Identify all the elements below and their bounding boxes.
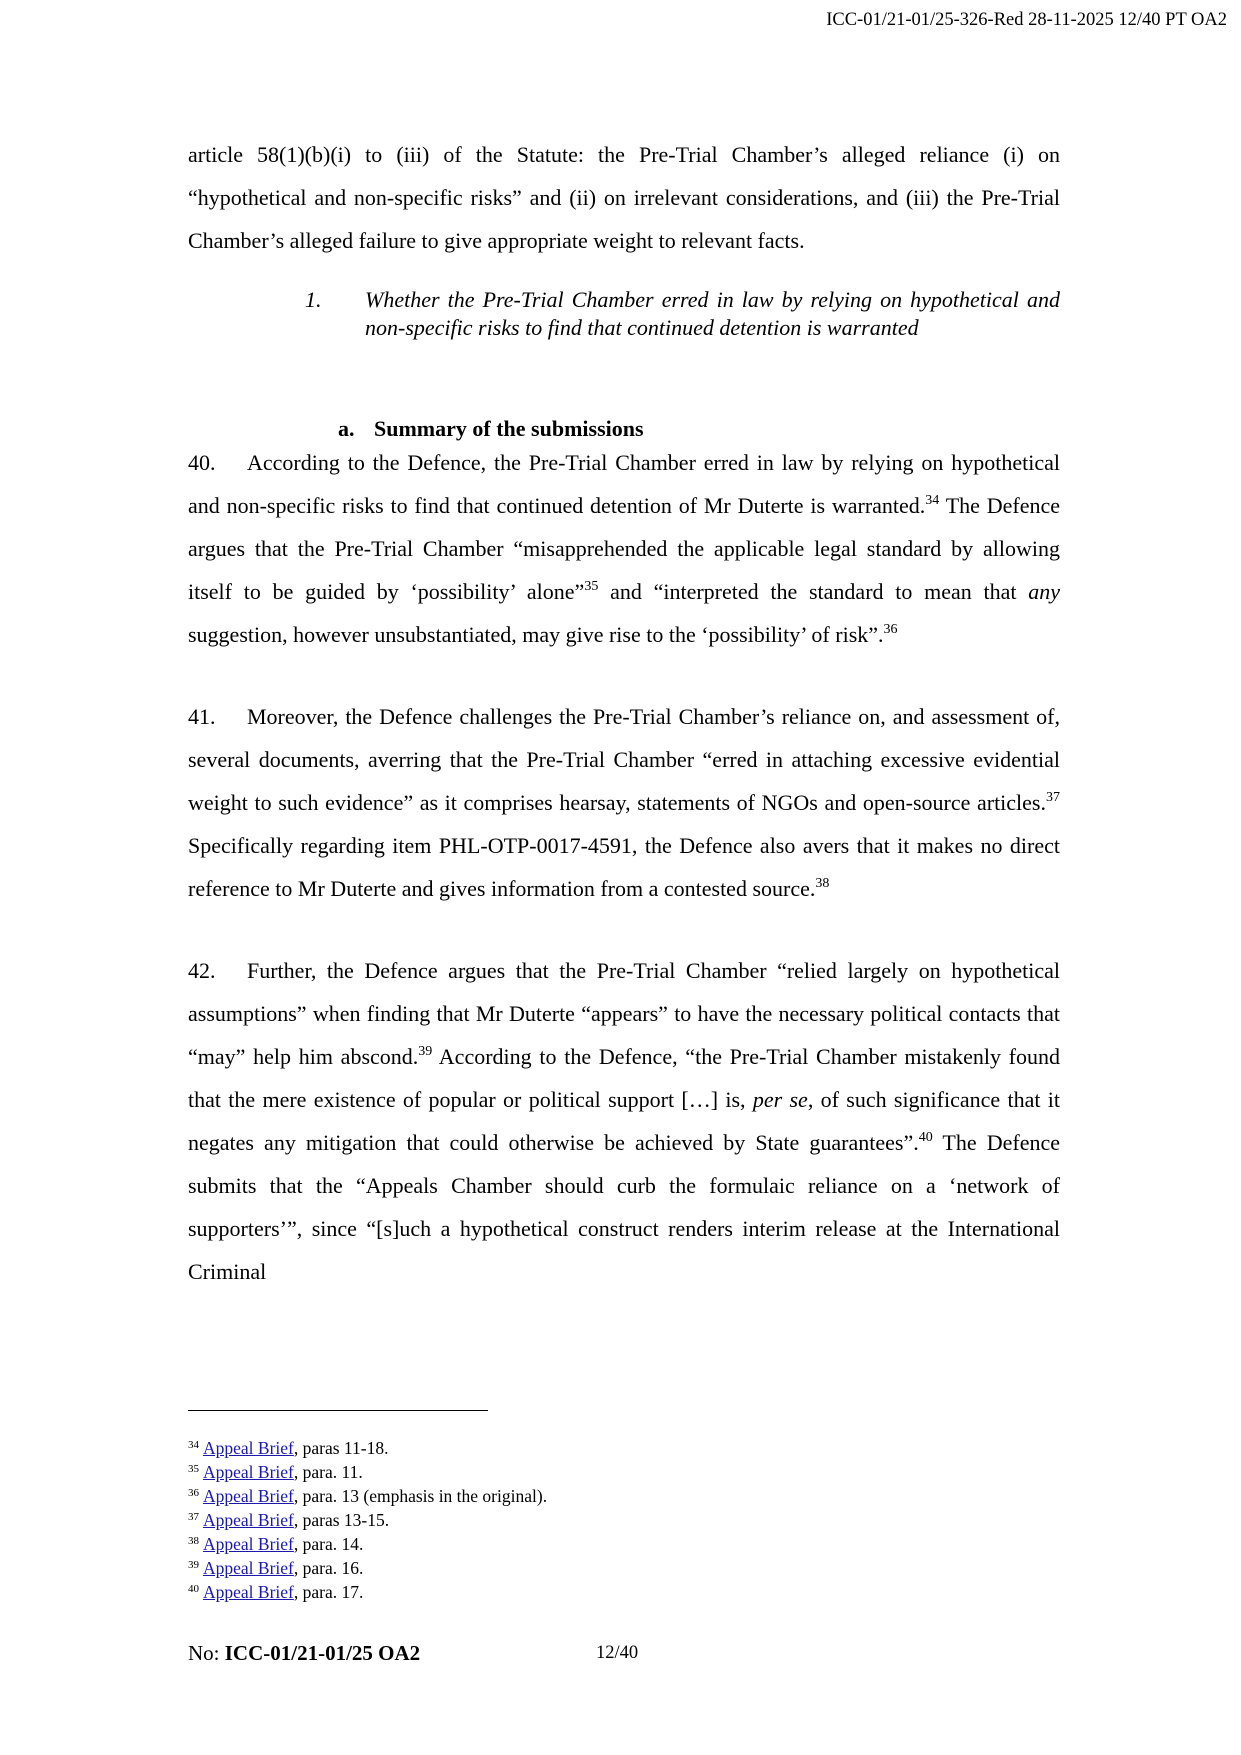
section-heading-number: 1.	[305, 287, 322, 312]
footnote	[188, 1436, 547, 1460]
footnote-reference[interactable]: 38	[815, 876, 830, 891]
footer-prefix: No:	[188, 1641, 225, 1665]
footnote-number: 36	[188, 1487, 199, 1499]
paragraph-text: According to the Defence, the Pre-Trial Chamber erred in law by relying on hypothetical and non-specific risks to find that continued detention of Mr Duterte is warranted.$^{34}$ The Defence argues that the Pre-Trial Chamber “misapprehended the applicable legal standard by allowing itself to be guided by ‘possibility’ alone”$^{35}$ and “interpreted the standard to mean that any suggestion, however unsubstantiated, may give rise to the ‘possibility’ of risk”.$^{36}$	[188, 450, 1061, 647]
section-heading-1	[305, 286, 1060, 342]
footnote-text: , para. 17.	[293, 1582, 364, 1602]
footnote-separator	[188, 1410, 488, 1411]
subsection-heading	[338, 416, 644, 442]
paragraph-42	[188, 949, 1060, 1293]
footnote-reference[interactable]: 35	[584, 579, 599, 594]
footnote	[188, 1508, 547, 1532]
footnote-number: 40	[188, 1583, 199, 1595]
footnote-text: , para. 16.	[293, 1558, 364, 1578]
paragraph-40	[188, 441, 1060, 656]
footnote-reference[interactable]: 37	[1046, 790, 1060, 805]
document-stamp: ICC-01/21-01/25-326-Red 28-11-2025 12/40 PT OA2	[826, 10, 1227, 30]
appeal-brief-link[interactable]: Appeal Brief	[203, 1534, 294, 1554]
intro-paragraph	[188, 133, 1060, 262]
subsection-heading-text: Summary of the submissions	[374, 416, 644, 441]
footnotes-list	[188, 1436, 547, 1604]
footnote-text: , para. 13 (emphasis in the original).	[293, 1486, 548, 1506]
subsection-heading-number: a.	[338, 416, 355, 441]
footnote	[188, 1532, 547, 1556]
footnote-reference[interactable]: 40	[918, 1130, 933, 1145]
footnote-text: , paras 13-15.	[293, 1510, 390, 1530]
numbered-paragraph	[188, 695, 1060, 910]
section-heading-text: Whether the Pre-Trial Chamber erred in law by relying on hypothetical and non-specific risks to find that continued detention is warranted	[365, 287, 1060, 340]
footnote-reference[interactable]: 39	[418, 1044, 433, 1059]
footnote-number: 34	[188, 1439, 199, 1451]
paragraph-text: Moreover, the Defence challenges the Pre-Trial Chamber’s reliance on, and assessment of, several documents, averring that the Pre-Trial Chamber “erred in attaching excessive evidential weight to such evidence” as it comprises hearsay, statements of NGOs and open-source articles.$^{37}$ Specifically regarding item PHL-OTP-0017-4591, the Defence also avers that it makes no direct reference to Mr Duterte and gives information from a contested source.$^{38}$	[188, 704, 1060, 901]
intro-paragraph-text: article 58(1)(b)(i) to (iii) of the Statute: the Pre-Trial Chamber’s alleged reliance (i) on “hypothetical and non-specific risks” and (ii) on irrelevant considerations, and (iii) the Pre-Trial Chamber’s alleged failure to give appropriate weight to relevant facts.	[188, 142, 1060, 253]
footnote-text: , para. 14.	[293, 1534, 364, 1554]
appeal-brief-link[interactable]: Appeal Brief	[203, 1558, 294, 1578]
paragraph-number: 41.	[188, 704, 216, 729]
footnote-number: 38	[188, 1535, 199, 1547]
paragraph-text: Further, the Defence argues that the Pre-Trial Chamber “relied largely on hypothetical assumptions” when finding that Mr Duterte “appears” to have the necessary political contacts that “may” help him abscond.$^{39}$ According to the Defence, “the Pre-Trial Chamber mistakenly found that the mere existence of popular or political support […] is, per se, of such significance that it negates any mitigation that could otherwise be achieved by State guarantees”.$^{40}$ The Defence submits that the “Appeals Chamber should curb the formulaic reliance on a ‘network of supporters’”, since “[s]uch a hypothetical construct renders interim release at the International Criminal	[188, 958, 1061, 1284]
footnote	[188, 1556, 547, 1580]
paragraph-41	[188, 695, 1060, 910]
footnote	[188, 1484, 547, 1508]
emphasis-text: any	[1028, 579, 1061, 604]
numbered-paragraph	[188, 441, 1060, 656]
numbered-paragraph	[188, 949, 1060, 1293]
footnote	[188, 1580, 547, 1604]
appeal-brief-link[interactable]: Appeal Brief	[203, 1582, 294, 1602]
emphasis-text: per se	[752, 1087, 808, 1112]
page-footer	[188, 1641, 420, 1666]
case-number: ICC-01/21-01/25 OA2	[224, 1641, 421, 1665]
appeal-brief-link[interactable]: Appeal Brief	[203, 1486, 294, 1506]
appeal-brief-link[interactable]: Appeal Brief	[203, 1510, 294, 1530]
paragraph-number: 40.	[188, 450, 216, 475]
footnote-number: 37	[188, 1511, 199, 1523]
footnote-number: 35	[188, 1463, 199, 1475]
footnote-text: , para. 11.	[293, 1462, 363, 1482]
page-number: 12/40	[596, 1643, 639, 1663]
footnote-reference[interactable]: 36	[883, 622, 898, 637]
paragraph-number: 42.	[188, 958, 216, 983]
footnote-reference[interactable]: 34	[925, 493, 940, 508]
appeal-brief-link[interactable]: Appeal Brief	[203, 1462, 294, 1482]
footnote	[188, 1460, 547, 1484]
appeal-brief-link[interactable]: Appeal Brief	[203, 1438, 294, 1458]
footnote-text: , paras 11-18.	[293, 1438, 389, 1458]
footnote-number: 39	[188, 1559, 199, 1571]
